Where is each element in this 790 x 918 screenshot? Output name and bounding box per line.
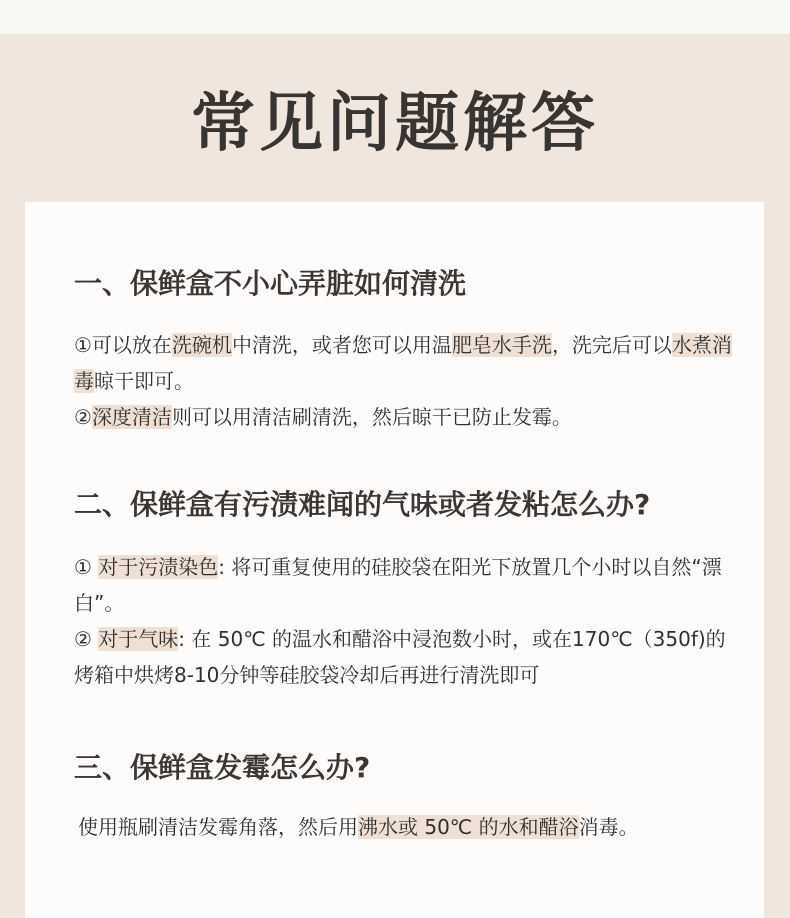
faq-question: 一、保鲜盒不小心弄脏如何清洗 — [74, 267, 467, 300]
page-title: 常见问题解答 — [191, 87, 599, 161]
answer-text: 晾干即可。 — [94, 369, 194, 393]
answer-text: 中清洗，或者您可以用温 — [231, 333, 452, 357]
faq-question: 三、保鲜盒发霉怎么办? — [74, 751, 371, 784]
answer-text: ① — [74, 555, 99, 579]
answer-line — [74, 327, 744, 399]
answer-text: 使用瓶刷清洁发霉角落，然后用 — [78, 815, 358, 839]
answer-text: : 在 50℃ 的温水和醋浴中浸泡数小时，或在170℃（350f)的烤箱中烘烤8-10分钟等硅胶袋冷却后再进行清洗即可 — [74, 627, 726, 687]
faq-question: 二、保鲜盒有污渍难闻的气味或者发粘怎么办? — [74, 488, 651, 521]
answer-line — [74, 549, 744, 621]
answer-text: ，洗完后可以 — [551, 333, 672, 357]
answer-text: ①可以放在 — [74, 333, 172, 357]
top-strip — [0, 0, 790, 34]
answer-text: 消毒。 — [578, 815, 639, 839]
faq-answer — [74, 809, 744, 845]
answer-line — [74, 621, 744, 693]
faq-item-odor — [74, 487, 744, 693]
answer-text: ② — [74, 627, 99, 651]
faq-item-mold — [74, 750, 744, 845]
highlight-text: 洗碗机 — [171, 333, 232, 357]
highlight-text: 对于气味 — [98, 627, 179, 651]
faq-answer — [74, 549, 744, 693]
highlight-text: 深度清洁 — [91, 405, 172, 429]
highlight-text: 沸水或 50℃ 的水和醋浴 — [358, 815, 579, 839]
faq-answer — [74, 327, 744, 435]
answer-line — [78, 809, 744, 845]
answer-text: 则可以用清洁刷清洗，然后晾干已防止发霉。 — [171, 405, 572, 429]
highlight-text: 对于污渍染色 — [98, 555, 219, 579]
highlight-text: 水煮消毒 — [74, 333, 732, 393]
faq-item-cleaning — [74, 266, 744, 435]
answer-line — [74, 399, 744, 435]
answer-text: ② — [74, 405, 92, 429]
highlight-text: 肥皂水手洗 — [451, 333, 552, 357]
answer-text: : 将可重复使用的硅胶袋在阳光下放置几个小时以自然“漂白”。 — [74, 555, 722, 615]
